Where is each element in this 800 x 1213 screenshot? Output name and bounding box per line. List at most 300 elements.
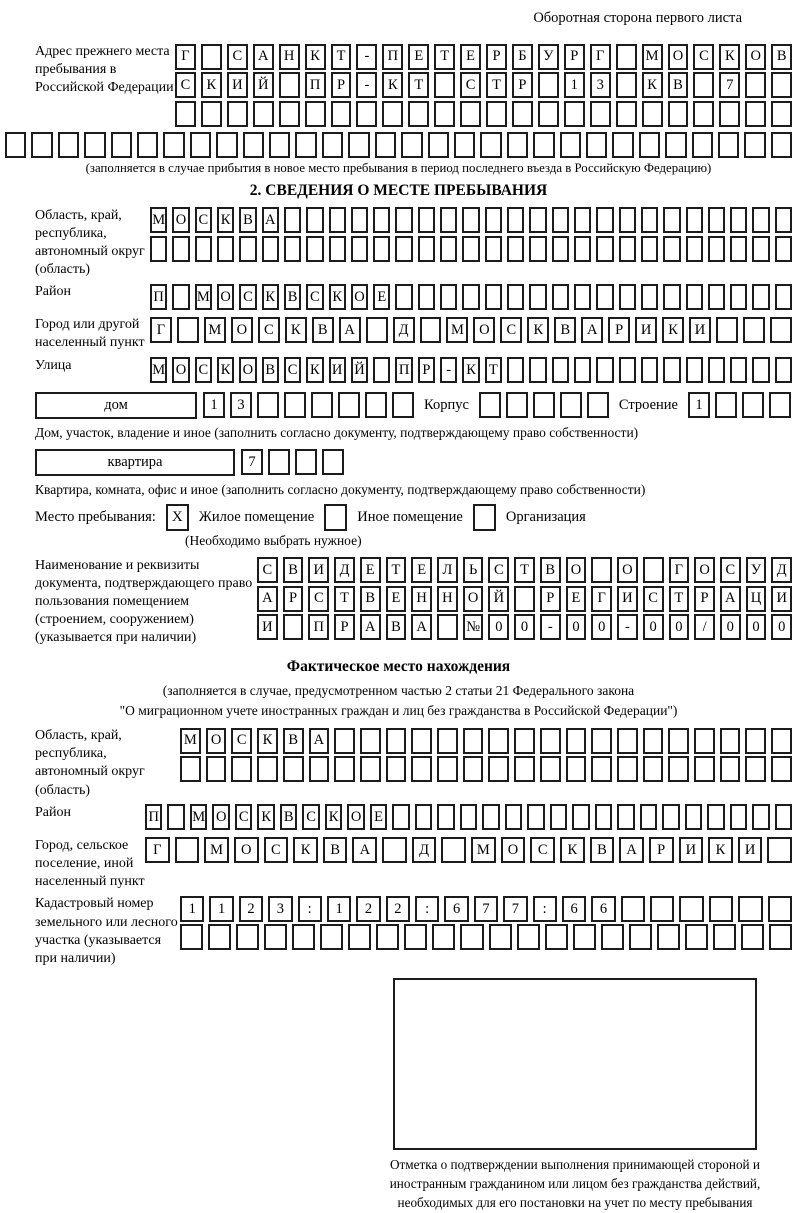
char-cell[interactable] [507,284,524,310]
char-cell[interactable] [418,236,435,262]
char-cell[interactable] [742,392,764,418]
char-cell[interactable]: С [227,44,248,70]
char-cell[interactable] [617,728,638,754]
char-cell[interactable] [752,236,769,262]
char-cell[interactable] [771,756,792,782]
char-cell[interactable] [708,284,725,310]
char-cell[interactable]: Г [175,44,196,70]
char-cell[interactable]: В [284,284,301,310]
char-cell[interactable] [771,72,792,98]
char-cell[interactable] [437,614,458,640]
char-cell[interactable] [283,614,304,640]
char-cell[interactable] [395,284,412,310]
char-cell[interactable]: 1 [203,392,225,418]
char-cell[interactable] [208,924,231,950]
char-cell[interactable]: Р [418,357,435,383]
char-cell[interactable] [292,924,315,950]
char-cell[interactable] [486,101,507,127]
char-cell[interactable] [693,101,714,127]
char-cell[interactable]: 0 [566,614,587,640]
char-cell[interactable] [269,132,290,158]
char-cell[interactable]: К [306,357,323,383]
char-cell[interactable] [738,896,762,922]
char-cell[interactable] [257,756,278,782]
char-cell[interactable] [512,101,533,127]
char-cell[interactable]: С [643,586,664,612]
char-cell[interactable] [392,804,409,830]
char-cell[interactable] [507,236,524,262]
char-cell[interactable] [428,132,449,158]
char-cell[interactable]: О [239,357,256,383]
char-cell[interactable] [331,101,352,127]
char-cell[interactable]: С [693,44,714,70]
char-cell[interactable] [454,132,475,158]
char-cell[interactable] [745,101,766,127]
char-cell[interactable]: К [201,72,222,98]
char-cell[interactable]: С [264,837,289,863]
char-cell[interactable] [552,357,569,383]
char-cell[interactable] [775,236,792,262]
char-cell[interactable]: Й [488,586,509,612]
char-cell[interactable] [560,132,581,158]
char-cell[interactable] [217,236,234,262]
char-cell[interactable] [236,924,259,950]
char-cell[interactable]: Т [408,72,429,98]
char-cell[interactable] [386,728,407,754]
char-cell[interactable] [440,207,457,233]
char-cell[interactable] [709,896,733,922]
char-cell[interactable] [309,756,330,782]
char-cell[interactable]: 1 [564,72,585,98]
char-cell[interactable] [713,924,736,950]
char-cell[interactable]: П [145,804,162,830]
char-cell[interactable]: И [329,357,346,383]
char-cell[interactable] [463,756,484,782]
char-cell[interactable]: О [206,728,227,754]
char-cell[interactable]: К [285,317,307,343]
char-cell[interactable] [408,101,429,127]
char-cell[interactable] [657,924,680,950]
char-cell[interactable] [752,284,769,310]
char-cell[interactable] [441,837,466,863]
char-cell[interactable] [401,132,422,158]
char-cell[interactable] [775,804,792,830]
char-cell[interactable]: - [440,357,457,383]
char-cell[interactable]: / [694,614,715,640]
char-cell[interactable] [768,896,792,922]
char-cell[interactable] [574,284,591,310]
char-cell[interactable]: Р [283,586,304,612]
char-cell[interactable] [679,896,703,922]
char-cell[interactable] [550,804,567,830]
char-cell[interactable] [650,896,674,922]
char-cell[interactable] [573,924,596,950]
char-cell[interactable] [5,132,26,158]
apartment-type-box[interactable]: квартира [35,449,235,476]
char-cell[interactable] [533,392,555,418]
char-cell[interactable] [284,236,301,262]
char-cell[interactable] [619,357,636,383]
char-cell[interactable] [365,392,387,418]
char-cell[interactable] [172,284,189,310]
char-cell[interactable] [715,392,737,418]
char-cell[interactable]: К [527,317,549,343]
char-cell[interactable] [257,392,279,418]
char-cell[interactable] [460,804,477,830]
char-cell[interactable]: Р [564,44,585,70]
char-cell[interactable]: С [460,72,481,98]
char-cell[interactable] [351,207,368,233]
char-cell[interactable] [180,756,201,782]
char-cell[interactable]: Г [590,44,611,70]
char-cell[interactable] [694,728,715,754]
char-cell[interactable]: С [720,557,741,583]
char-cell[interactable]: 0 [643,614,664,640]
char-cell[interactable] [201,44,222,70]
char-cell[interactable]: О [217,284,234,310]
char-cell[interactable] [574,357,591,383]
char-cell[interactable]: П [150,284,167,310]
char-cell[interactable] [596,207,613,233]
char-cell[interactable]: Е [411,557,432,583]
char-cell[interactable]: А [339,317,361,343]
char-cell[interactable]: У [746,557,767,583]
char-cell[interactable]: М [190,804,207,830]
char-cell[interactable] [591,756,612,782]
char-cell[interactable] [617,804,634,830]
char-cell[interactable]: - [356,44,377,70]
char-cell[interactable]: 0 [591,614,612,640]
char-cell[interactable]: 0 [669,614,690,640]
char-cell[interactable] [745,72,766,98]
char-cell[interactable]: К [217,207,234,233]
char-cell[interactable] [480,132,501,158]
char-cell[interactable] [360,728,381,754]
char-cell[interactable] [640,804,657,830]
char-cell[interactable]: В [590,837,615,863]
char-cell[interactable]: О [234,837,259,863]
char-cell[interactable] [434,72,455,98]
char-cell[interactable]: Е [408,44,429,70]
char-cell[interactable] [752,804,769,830]
char-cell[interactable]: А [257,586,278,612]
char-cell[interactable] [373,207,390,233]
char-cell[interactable]: К [662,317,684,343]
char-cell[interactable]: К [462,357,479,383]
char-cell[interactable] [529,284,546,310]
char-cell[interactable] [411,728,432,754]
char-cell[interactable] [641,236,658,262]
char-cell[interactable] [460,924,483,950]
char-cell[interactable] [375,132,396,158]
char-cell[interactable] [338,392,360,418]
char-cell[interactable] [172,236,189,262]
char-cell[interactable]: О [473,317,495,343]
char-cell[interactable]: О [745,44,766,70]
char-cell[interactable] [507,132,528,158]
char-cell[interactable] [420,317,442,343]
char-cell[interactable]: - [356,72,377,98]
char-cell[interactable]: К [642,72,663,98]
char-cell[interactable]: К [325,804,342,830]
char-cell[interactable]: В [360,586,381,612]
char-cell[interactable]: Ь [463,557,484,583]
char-cell[interactable] [745,728,766,754]
char-cell[interactable] [206,756,227,782]
char-cell[interactable]: А [352,837,377,863]
char-cell[interactable] [545,924,568,950]
char-cell[interactable]: В [280,804,297,830]
char-cell[interactable] [488,728,509,754]
char-cell[interactable] [329,207,346,233]
char-cell[interactable] [596,357,613,383]
char-cell[interactable]: Д [393,317,415,343]
char-cell[interactable]: С [488,557,509,583]
char-cell[interactable]: Т [486,72,507,98]
char-cell[interactable]: 7 [503,896,527,922]
char-cell[interactable]: М [180,728,201,754]
char-cell[interactable] [668,101,689,127]
char-cell[interactable] [334,756,355,782]
char-cell[interactable] [462,207,479,233]
char-cell[interactable]: 1 [688,392,710,418]
char-cell[interactable]: Р [486,44,507,70]
char-cell[interactable] [533,132,554,158]
char-cell[interactable]: Е [460,44,481,70]
char-cell[interactable]: Д [771,557,792,583]
char-cell[interactable] [418,284,435,310]
char-cell[interactable]: М [150,357,167,383]
char-cell[interactable]: О [566,557,587,583]
char-cell[interactable] [295,132,316,158]
char-cell[interactable] [591,728,612,754]
char-cell[interactable] [719,101,740,127]
char-cell[interactable]: 7 [241,449,263,475]
char-cell[interactable] [180,924,203,950]
char-cell[interactable]: В [323,837,348,863]
char-cell[interactable] [574,207,591,233]
char-cell[interactable]: Г [591,586,612,612]
char-cell[interactable] [262,236,279,262]
char-cell[interactable] [741,924,764,950]
char-cell[interactable]: К [708,837,733,863]
char-cell[interactable]: Т [331,44,352,70]
char-cell[interactable]: В [540,557,561,583]
char-cell[interactable]: 1 [180,896,204,922]
char-cell[interactable]: 0 [746,614,767,640]
char-cell[interactable]: С [175,72,196,98]
char-cell[interactable] [177,317,199,343]
char-cell[interactable]: 2 [239,896,263,922]
char-cell[interactable] [629,924,652,950]
char-cell[interactable] [708,236,725,262]
char-cell[interactable] [663,207,680,233]
char-cell[interactable]: С [258,317,280,343]
char-cell[interactable] [243,132,264,158]
char-cell[interactable]: К [257,804,274,830]
char-cell[interactable] [415,804,432,830]
char-cell[interactable] [616,72,637,98]
char-cell[interactable] [685,804,702,830]
char-cell[interactable] [434,101,455,127]
char-cell[interactable]: Б [512,44,533,70]
char-cell[interactable] [770,317,792,343]
checkbox-inoe[interactable] [324,504,347,531]
char-cell[interactable] [665,132,686,158]
char-cell[interactable]: И [771,586,792,612]
char-cell[interactable] [716,317,738,343]
char-cell[interactable] [351,236,368,262]
char-cell[interactable]: 3 [268,896,292,922]
char-cell[interactable] [591,557,612,583]
char-cell[interactable] [612,132,633,158]
char-cell[interactable] [111,132,132,158]
char-cell[interactable]: 0 [771,614,792,640]
char-cell[interactable] [239,236,256,262]
char-cell[interactable] [574,236,591,262]
char-cell[interactable] [514,586,535,612]
checkbox-zhiloe[interactable]: X [166,504,189,531]
char-cell[interactable]: 0 [514,614,535,640]
char-cell[interactable] [488,756,509,782]
char-cell[interactable] [505,804,522,830]
char-cell[interactable]: Р [331,72,352,98]
char-cell[interactable]: П [395,357,412,383]
char-cell[interactable] [538,72,559,98]
char-cell[interactable] [730,284,747,310]
char-cell[interactable] [686,357,703,383]
char-cell[interactable] [376,924,399,950]
char-cell[interactable] [619,236,636,262]
char-cell[interactable]: : [533,896,557,922]
char-cell[interactable]: О [172,357,189,383]
char-cell[interactable]: А [309,728,330,754]
char-cell[interactable] [216,132,237,158]
char-cell[interactable]: О [347,804,364,830]
char-cell[interactable] [643,557,664,583]
char-cell[interactable]: А [411,614,432,640]
char-cell[interactable] [479,392,501,418]
char-cell[interactable] [395,236,412,262]
char-cell[interactable] [540,728,561,754]
char-cell[interactable] [743,317,765,343]
char-cell[interactable]: С [195,207,212,233]
char-cell[interactable]: Д [412,837,437,863]
char-cell[interactable] [663,236,680,262]
char-cell[interactable]: Р [649,837,674,863]
char-cell[interactable]: Н [437,586,458,612]
char-cell[interactable]: И [689,317,711,343]
char-cell[interactable] [619,284,636,310]
char-cell[interactable] [540,756,561,782]
char-cell[interactable] [175,101,196,127]
char-cell[interactable] [231,756,252,782]
char-cell[interactable] [437,756,458,782]
char-cell[interactable]: : [298,896,322,922]
char-cell[interactable]: К [719,44,740,70]
char-cell[interactable] [322,449,344,475]
char-cell[interactable]: М [195,284,212,310]
char-cell[interactable] [616,101,637,127]
char-cell[interactable] [485,284,502,310]
char-cell[interactable] [489,924,512,950]
char-cell[interactable] [720,728,741,754]
char-cell[interactable] [590,101,611,127]
char-cell[interactable] [662,804,679,830]
char-cell[interactable]: Т [669,586,690,612]
char-cell[interactable] [373,357,390,383]
char-cell[interactable]: Н [411,586,432,612]
char-cell[interactable]: : [415,896,439,922]
char-cell[interactable]: И [679,837,704,863]
char-cell[interactable] [485,207,502,233]
char-cell[interactable]: К [217,357,234,383]
char-cell[interactable]: 7 [474,896,498,922]
char-cell[interactable] [767,837,792,863]
char-cell[interactable] [771,728,792,754]
char-cell[interactable]: № [463,614,484,640]
char-cell[interactable]: В [239,207,256,233]
char-cell[interactable] [279,72,300,98]
char-cell[interactable]: К [329,284,346,310]
char-cell[interactable] [284,392,306,418]
char-cell[interactable]: - [617,614,638,640]
char-cell[interactable] [507,207,524,233]
char-cell[interactable] [517,924,540,950]
char-cell[interactable] [566,756,587,782]
char-cell[interactable]: А [720,586,741,612]
char-cell[interactable]: О [351,284,368,310]
char-cell[interactable] [529,357,546,383]
char-cell[interactable]: 0 [488,614,509,640]
char-cell[interactable] [329,236,346,262]
char-cell[interactable]: 6 [562,896,586,922]
char-cell[interactable] [686,236,703,262]
char-cell[interactable]: М [471,837,496,863]
char-cell[interactable] [283,756,304,782]
char-cell[interactable]: 6 [591,896,615,922]
char-cell[interactable] [440,284,457,310]
char-cell[interactable]: Г [669,557,690,583]
char-cell[interactable] [58,132,79,158]
char-cell[interactable]: С [302,804,319,830]
char-cell[interactable] [730,357,747,383]
char-cell[interactable] [306,207,323,233]
char-cell[interactable] [564,101,585,127]
char-cell[interactable] [708,207,725,233]
char-cell[interactable] [529,236,546,262]
char-cell[interactable] [601,924,624,950]
char-cell[interactable] [462,236,479,262]
char-cell[interactable] [596,236,613,262]
char-cell[interactable] [775,207,792,233]
char-cell[interactable]: О [501,837,526,863]
char-cell[interactable]: 0 [720,614,741,640]
char-cell[interactable]: О [668,44,689,70]
char-cell[interactable] [175,837,200,863]
char-cell[interactable] [514,756,535,782]
char-cell[interactable] [320,924,343,950]
char-cell[interactable]: Р [608,317,630,343]
char-cell[interactable] [668,728,689,754]
char-cell[interactable] [506,392,528,418]
char-cell[interactable]: Е [566,586,587,612]
char-cell[interactable] [560,392,582,418]
char-cell[interactable] [643,756,664,782]
char-cell[interactable] [720,756,741,782]
char-cell[interactable] [642,101,663,127]
char-cell[interactable] [366,317,388,343]
